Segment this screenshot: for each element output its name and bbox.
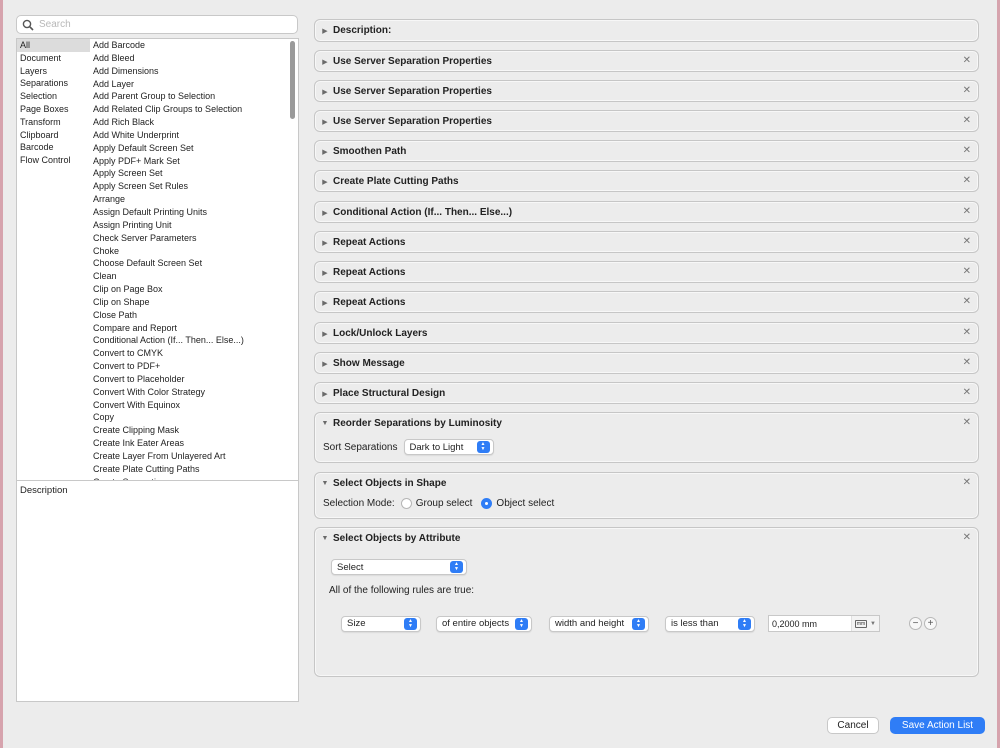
close-icon[interactable]: ✕ [962, 387, 971, 398]
attribute-select-value: Select [337, 561, 364, 573]
close-icon[interactable]: ✕ [962, 55, 971, 66]
category-list [17, 39, 90, 167]
cancel-button[interactable]: Cancel [827, 717, 879, 734]
action-list-item[interactable]: Apply Screen Set Rules [93, 181, 189, 192]
rule-dimension-select[interactable] [549, 616, 649, 632]
rule-operator-select[interactable] [665, 616, 755, 632]
panel-title: Conditional Action (If... Then... Else...) [333, 207, 513, 218]
action-list-item[interactable]: Create Ink Eater Areas [93, 438, 185, 449]
rule-value-field[interactable] [768, 615, 880, 632]
panel-title: Lock/Unlock Layers [333, 328, 428, 339]
description-label: Description [20, 485, 68, 496]
action-list-item[interactable]: Add Layer [93, 78, 135, 89]
object-select-radio[interactable] [481, 498, 492, 509]
disclosure-down-icon[interactable]: ▼ [321, 420, 329, 427]
group-select-label: Group select [415, 498, 473, 509]
panel-title: Use Server Separation Properties [333, 116, 492, 127]
close-icon[interactable]: ✕ [962, 145, 971, 156]
action-list-item[interactable]: Add Bleed [93, 52, 135, 63]
close-icon[interactable]: ✕ [962, 236, 971, 247]
panel-title: Select Objects in Shape [333, 478, 447, 489]
chevron-down-icon: ▼ [870, 620, 876, 627]
add-rule-button[interactable]: + [924, 617, 937, 630]
select-stepper-icon: ▲ ▼ [477, 441, 490, 453]
disclosure-down-icon[interactable]: ▼ [321, 535, 329, 542]
panel-title: Use Server Separation Properties [333, 56, 492, 67]
remove-rule-button[interactable]: − [909, 617, 922, 630]
panel-title: Repeat Actions [333, 297, 406, 308]
action-list-item[interactable]: Close Path [93, 309, 138, 320]
action-list-item[interactable]: Convert With Equinox [93, 399, 181, 410]
panel-lock-unlock-layers[interactable] [314, 322, 979, 344]
sort-separations-select[interactable] [404, 439, 494, 455]
disclosure-right-icon[interactable]: ▶ [322, 27, 328, 35]
category-item[interactable]: Transform [20, 116, 61, 127]
action-list-item[interactable]: Choose Default Screen Set [93, 258, 203, 269]
category-item[interactable]: Selection [20, 91, 58, 102]
action-list-item[interactable]: Choke [93, 245, 120, 256]
action-list-item[interactable]: Clean [93, 271, 117, 282]
group-select-option[interactable] [401, 498, 473, 509]
disclosure-right-icon[interactable]: ▶ [322, 118, 328, 126]
object-select-label: Object select [496, 498, 555, 509]
action-list-item[interactable]: Convert to CMYK [93, 348, 164, 359]
panel-title: Create Plate Cutting Paths [333, 176, 459, 187]
action-list-item[interactable]: Create Layer From Unlayered Art [93, 451, 226, 461]
action-list-item[interactable]: Apply Screen Set [93, 168, 163, 179]
close-icon[interactable]: ✕ [962, 477, 971, 488]
search-icon [22, 19, 34, 31]
action-list-item[interactable]: Create Clipping Mask [93, 425, 180, 436]
panel-title: Show Message [333, 358, 405, 369]
panel-repeat-actions-1[interactable] [314, 231, 979, 253]
rule-operator-value: is less than [671, 618, 719, 629]
select-stepper-icon: ▲ ▼ [632, 618, 645, 630]
action-list-item[interactable]: Conditional Action (If... Then... Else...) [93, 335, 244, 346]
panel-show-message[interactable] [314, 352, 979, 374]
close-icon[interactable]: ✕ [962, 296, 971, 307]
search-field[interactable] [16, 15, 298, 34]
action-list-item[interactable]: Convert With Color Strategy [93, 386, 206, 397]
panel-repeat-actions-2[interactable] [314, 261, 979, 283]
attribute-select[interactable] [331, 559, 467, 575]
disclosure-right-icon[interactable]: ▶ [322, 269, 328, 277]
panel-description[interactable] [314, 19, 979, 42]
close-icon[interactable]: ✕ [962, 357, 971, 368]
sort-separations-label: Sort Separations [323, 441, 398, 453]
disclosure-right-icon[interactable]: ▶ [322, 360, 328, 368]
panel-title: Select Objects by Attribute [333, 533, 461, 544]
action-list-item[interactable]: Apply Default Screen Set [93, 142, 194, 153]
action-list-item[interactable]: Add Barcode [93, 40, 146, 50]
rule-value-text: 0,2000 mm [772, 618, 818, 629]
selection-mode-label: Selection Mode: [323, 498, 395, 509]
panel-smoothen-path[interactable] [314, 140, 979, 162]
disclosure-right-icon[interactable]: ▶ [322, 209, 328, 217]
action-list-item[interactable]: Convert to Placeholder [93, 373, 185, 384]
close-icon[interactable]: ✕ [962, 327, 971, 338]
action-list-item[interactable]: Clip on Shape [93, 296, 150, 307]
panel-create-plate-cutting-paths[interactable] [314, 170, 979, 192]
group-select-radio[interactable] [401, 498, 412, 509]
panel-title: Repeat Actions [333, 237, 406, 248]
action-list-scrollbar[interactable] [290, 41, 295, 119]
sort-separations-value: Dark to Light [409, 441, 464, 453]
category-item[interactable]: Separations [20, 78, 69, 89]
category-item[interactable]: Barcode [20, 142, 54, 153]
panel-select-objects-by-attribute[interactable] [314, 527, 979, 677]
panel-select-objects-in-shape[interactable] [314, 472, 979, 519]
action-list-item[interactable]: Assign Default Printing Units [93, 206, 208, 217]
close-icon[interactable]: ✕ [962, 266, 971, 277]
panel-use-server-separation-3[interactable] [314, 110, 979, 132]
action-list-item[interactable]: Add Related Clip Groups to Selection [93, 104, 243, 115]
panel-place-structural-design[interactable] [314, 382, 979, 404]
select-stepper-icon: ▲ ▼ [450, 561, 463, 573]
rule-add-remove [909, 617, 937, 630]
close-icon[interactable]: ✕ [962, 417, 971, 428]
disclosure-right-icon[interactable]: ▶ [322, 178, 328, 186]
panel-repeat-actions-3[interactable] [314, 291, 979, 313]
select-stepper-icon: ▲ ▼ [404, 618, 417, 630]
category-item[interactable]: All [17, 39, 90, 52]
disclosure-right-icon[interactable]: ▶ [322, 330, 328, 338]
disclosure-right-icon[interactable]: ▶ [322, 390, 328, 398]
action-list-item[interactable]: Clip on Page Box [93, 284, 163, 295]
panel-title: Description: [333, 25, 392, 36]
save-action-list-button[interactable]: Save Action List [890, 717, 985, 734]
action-list-item[interactable]: Apply PDF+ Mark Set [93, 155, 180, 166]
category-item[interactable]: Layers [20, 65, 48, 76]
rule-scope-select[interactable] [436, 616, 532, 632]
action-list-item[interactable]: Assign Printing Unit [93, 219, 172, 230]
close-icon[interactable]: ✕ [962, 85, 971, 96]
category-item[interactable]: Page Boxes [20, 103, 69, 114]
search-input[interactable] [39, 19, 279, 30]
panel-title: Reorder Separations by Luminosity [333, 418, 502, 429]
rule-dimension-value: width and height [555, 618, 625, 629]
action-list-item[interactable]: Add Parent Group to Selection [93, 91, 216, 102]
object-select-option[interactable] [481, 498, 554, 509]
action-list-item[interactable]: Check Server Parameters [93, 232, 197, 243]
panel-use-server-separation-2[interactable] [314, 80, 979, 102]
window-edge-left [0, 0, 3, 748]
action-list-item[interactable]: Copy [93, 412, 115, 423]
category-item[interactable]: Flow Control [20, 155, 71, 166]
disclosure-down-icon[interactable]: ▼ [321, 480, 329, 487]
action-list [93, 39, 289, 489]
close-icon[interactable]: ✕ [962, 206, 971, 217]
disclosure-right-icon[interactable]: ▶ [322, 148, 328, 156]
close-icon[interactable]: ✕ [962, 532, 971, 543]
panel-title: Place Structural Design [333, 388, 446, 399]
rule-field-select[interactable] [341, 616, 421, 632]
rule-field-value: Size [347, 618, 366, 629]
disclosure-right-icon[interactable]: ▶ [322, 239, 328, 247]
action-list-item[interactable]: Create Plate Cutting Paths [93, 463, 200, 474]
disclosure-right-icon[interactable]: ▶ [322, 299, 328, 307]
disclosure-right-icon[interactable]: ▶ [322, 88, 328, 96]
rule-scope-value: of entire objects [442, 618, 510, 629]
select-stepper-icon: ▲ ▼ [515, 618, 528, 630]
action-list-item[interactable]: Convert to PDF+ [93, 361, 161, 372]
panel-conditional-action[interactable] [314, 201, 979, 223]
rules-text: All of the following rules are true: [329, 585, 475, 596]
action-list-item[interactable]: Add Dimensions [93, 65, 159, 76]
close-icon[interactable]: ✕ [962, 175, 971, 186]
action-list-item[interactable]: Arrange [93, 194, 126, 205]
panel-title: Smoothen Path [333, 146, 407, 157]
panel-use-server-separation-1[interactable] [314, 50, 979, 72]
panel-title: Use Server Separation Properties [333, 86, 492, 97]
ruler-icon: mm [856, 620, 866, 627]
action-list-item[interactable]: Add White Underprint [93, 129, 180, 140]
panel-title: Repeat Actions [333, 267, 406, 278]
unit-menu-button[interactable] [851, 616, 879, 631]
category-item[interactable]: Document [20, 52, 62, 63]
action-browser [16, 38, 299, 481]
select-stepper-icon: ▲ ▼ [738, 618, 751, 630]
action-list-item[interactable]: Add Rich Black [93, 117, 155, 128]
category-item[interactable]: Clipboard [20, 129, 59, 140]
panel-reorder-separations[interactable] [314, 412, 979, 463]
disclosure-right-icon[interactable]: ▶ [322, 58, 328, 66]
close-icon[interactable]: ✕ [962, 115, 971, 126]
action-list-item[interactable]: Compare and Report [93, 322, 178, 333]
description-box [16, 480, 299, 702]
